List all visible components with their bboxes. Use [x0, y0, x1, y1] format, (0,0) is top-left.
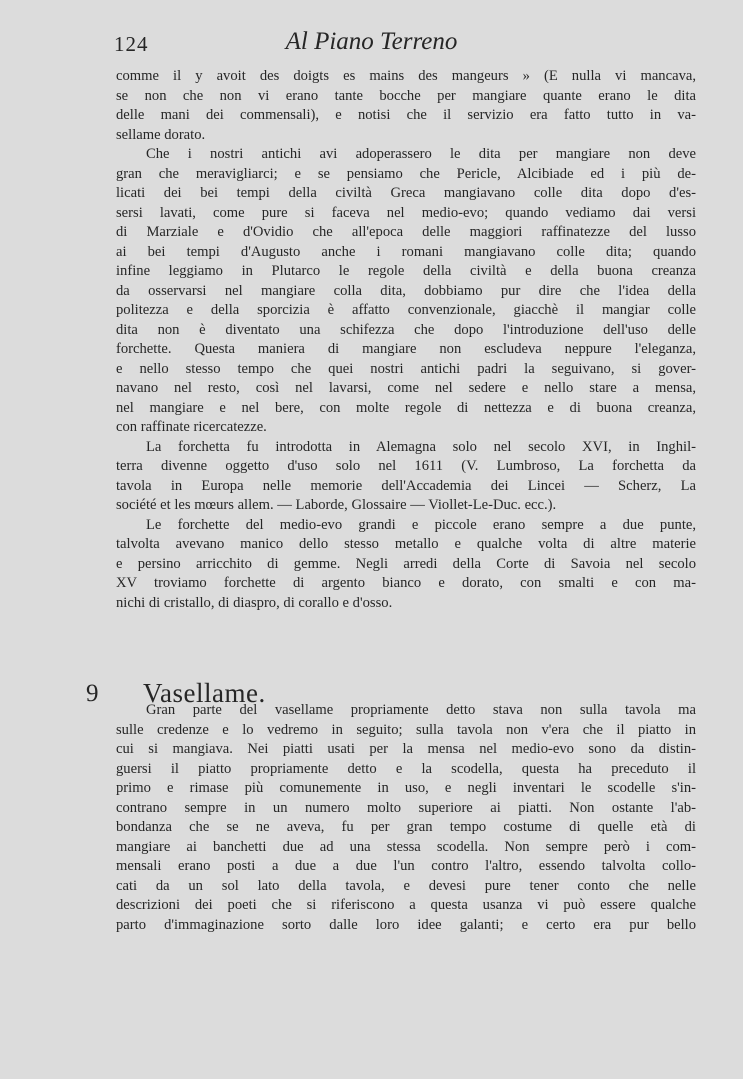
text-line: mangiare ai banchetti due ad una stessa scodella. Non sempre però i com-: [116, 838, 696, 855]
text-line: talvolta avevano manico dello stesso metallo e qualche volta di altre materie: [116, 536, 696, 552]
text-line: gran che meravigliarci; e se pensiamo che Pericle, Alcibiade ed i più de-: [116, 165, 696, 182]
text-line: primo e rimase più comunemente in uso, e negli inventari le scodelle s'in-: [116, 780, 696, 796]
text-line: licati dei bei tempi della civiltà Greca mangiavano colle dita dopo d'es-: [116, 185, 696, 201]
body-text-second: [116, 701, 696, 935]
text-line: Le forchette del medio-evo grandi e piccole erano sempre a due punte,: [146, 516, 696, 533]
text-line: di Marziale e d'Ovidio che all'epoca delle maggiori raffinatezze del lusso: [116, 224, 696, 240]
text-line: terra divenne oggetto d'uso solo nel 1611 (V. Lumbroso, La forchetta da: [116, 458, 696, 474]
text-line: Gran parte del vasellame propriamente detto stava non sulla tavola ma: [146, 702, 696, 718]
text-line: sellame dorato.: [116, 126, 206, 143]
body-text-first: [116, 67, 696, 613]
text-line: da osservarsi nel mangiare colla dita, dobbiamo pur dire che l'idea della: [116, 282, 696, 299]
text-line: sersi lavati, come pure si faceva nel medio-evo; quando vediamo dai versi: [116, 204, 696, 221]
text-line: navano nel resto, così nel lavarsi, come nel sedere e nello stare a mensa,: [116, 380, 696, 396]
section-title: Vasellame.: [143, 678, 266, 708]
text-line: Che i nostri antichi avi adoperassero le dita per mangiare non deve: [146, 146, 696, 162]
text-line: nichi di cristallo, di diaspro, di corallo e d'osso.: [116, 594, 393, 611]
running-title: Al Piano Terreno: [285, 28, 458, 55]
text-line: cui si mangiava. Nei piatti usati per la mensa nel medio-evo sono da distin-: [116, 741, 696, 757]
text-line: sulle credenze e lo vedremo in seguito; sulla tavola non v'era che il piatto in: [116, 721, 696, 738]
text-line: parto d'immaginazione sorto dalle loro idee galanti; e certo era pur bello: [116, 916, 696, 933]
text-line: dita non è diventato una schifezza che dopo l'introduzione dell'uso delle: [116, 321, 696, 338]
text-line: e nello stesso tempo che quei nostri antichi padri la seguivano, si gover-: [116, 360, 696, 377]
text-line: se non che non vi erano tante bocche per mangiare quante erano le dita: [116, 87, 696, 104]
text-line: forchette. Questa maniera di mangiare non escludeva neppure l'eleganza,: [116, 341, 696, 357]
text-line: comme il y avoit des doigts es mains des mangeurs » (E nulla vi mancava,: [116, 68, 696, 84]
text-line: société et les mœurs allem. — Laborde, Glossaire — Viollet-Le-Duc. ecc.).: [116, 497, 557, 513]
text-line: ai bei tempi d'Augusto anche i romani mangiavano colle dita; quando: [116, 243, 696, 260]
text-line: descrizioni dei poeti che si riferiscono a questa usanza vi può essere qualche: [116, 897, 696, 913]
page-header: [0, 24, 743, 64]
text-line: XV troviamo forchette di argento bianco e dorato, con smalti e con ma-: [116, 575, 696, 591]
text-line: e persino arricchito di gemme. Negli arredi della Corte di Savoia nel secolo: [116, 555, 696, 572]
text-line: guersi il piatto propriamente detto e la scodella, questa ha preceduto il: [116, 760, 696, 777]
text-line: con raffinate ricercatezze.: [116, 419, 267, 435]
text-line: delle mani dei commensali), e notisi che il servizio era fatto tutto in va-: [116, 107, 696, 123]
text-line: politezza e della sporcizia è affatto convenzionale, giacchè il mangiar colle: [116, 302, 696, 318]
section-number: 9: [86, 680, 99, 707]
text-line: cati da un sol lato della tavola, e devesi pure tener conto che nelle: [116, 877, 696, 894]
page-number: 124: [114, 32, 149, 56]
text-line: tavola in Europa nelle memorie dell'Accademia dei Lincei — Scherz, La: [116, 477, 696, 494]
text-line: La forchetta fu introdotta in Alemagna solo nel secolo XVI, in Inghil-: [146, 438, 696, 455]
text-line: bondanza che se ne aveva, fu per gran tempo costume di quelle età di: [116, 819, 696, 835]
text-line: infine leggiamo in Plutarco le regole della civiltà e della buona creanza: [116, 263, 696, 279]
text-line: nel mangiare e nel bere, con molte regole di nettezza e di buona creanza,: [116, 399, 696, 416]
text-line: mensali erano posti a due a due l'un contro l'altro, essendo talvolta collo-: [116, 858, 696, 874]
text-line: contrano sempre in un numero molto superiore ai piatti. Non ostante l'ab-: [116, 799, 696, 816]
